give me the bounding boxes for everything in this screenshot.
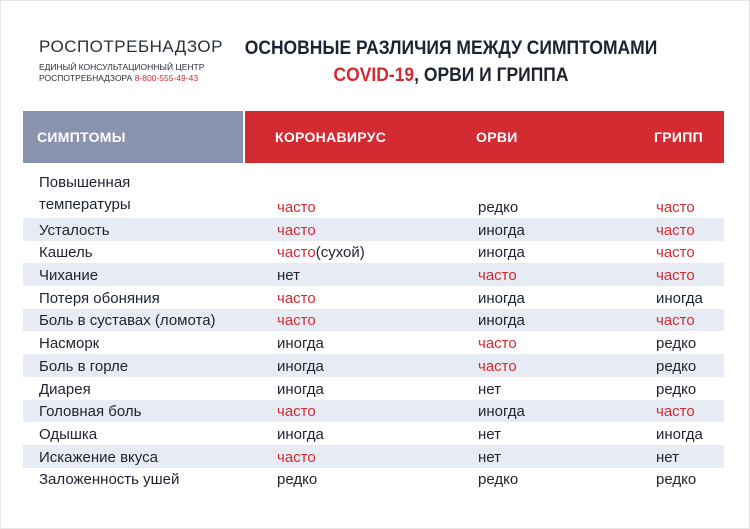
covid-cell: иногда [277,357,324,375]
orvi-cell: часто [478,267,517,285]
symptom-cell: Искажение вкуса [39,448,158,466]
covid-cell: часто [277,403,316,421]
flu-cell: редко [656,335,697,353]
header-symptoms: СИМПТОМЫ [23,111,245,163]
table-row [23,377,724,400]
covid-cell: иногда [277,335,324,353]
orvi-cell: иногда [478,244,525,262]
flu-cell: часто [656,244,695,262]
flu-cell: часто [656,199,695,216]
orvi-cell: иногда [478,403,525,421]
symptom-cell: Кашель [39,244,93,262]
symptom-line2: температуры [39,196,131,213]
logo-subtitle [39,62,223,84]
flu-cell: редко [656,380,697,398]
table-row [23,331,724,354]
symptom-cell: Усталость [39,221,110,239]
header-diseases [245,111,724,163]
table-row [23,309,724,332]
flu-cell: часто [656,221,695,239]
table-row [23,263,724,286]
symptom-cell: Одышка [39,425,98,443]
covid-cell: часто [277,199,316,216]
orvi-cell: часто [478,335,517,353]
table-row [23,400,724,423]
table-row [23,218,724,241]
page-title [239,35,662,89]
header-coronavirus: КОРОНАВИРУС [275,129,387,145]
covid-cell: часто [277,289,316,307]
table-row [23,468,724,491]
table-row [23,286,724,309]
logo-sub-line2 [39,73,223,84]
covid-cell [277,244,365,261]
orvi-cell: часто [478,357,517,375]
table-row [23,445,724,468]
orvi-cell: редко [478,471,519,489]
covid-cell: часто [277,448,316,466]
title-line2 [239,62,662,89]
symptom-cell: Боль в суставах (ломота) [39,312,216,330]
table-row [23,173,724,218]
orvi-cell: нет [478,425,501,443]
symptom-cell: Боль в горле [39,357,129,375]
symptom-cell: Чихание [39,267,99,285]
symptom-line1: Повышенная [39,174,131,191]
orvi-cell: нет [478,448,501,466]
orvi-cell: иногда [478,289,525,307]
logo-block [39,37,223,84]
title-covid: COVID-19 [333,65,415,86]
symptom-cell: Головная боль [39,403,142,421]
symptom-cell [39,172,131,216]
orvi-cell: иногда [478,312,525,330]
covid-cell: нет [277,267,300,285]
title-line2-rest: , ОРВИ И ГРИППА [414,65,569,86]
covid-cell: часто [277,312,316,330]
table-row [23,354,724,377]
hotline-phone: 8-800-555-49-43 [134,73,199,83]
logo-title: РОСПОТРЕБНАДЗОР [39,37,223,56]
flu-cell: нет [656,448,679,466]
flu-cell: редко [656,471,697,489]
orvi-cell: нет [478,380,501,398]
table-row [23,422,724,445]
flu-cell: иногда [656,289,703,307]
covid-value: часто [277,244,316,262]
symptom-cell: Насморк [39,335,100,353]
covid-cell: иногда [277,425,324,443]
covid-cell: часто [277,221,316,239]
flu-cell: иногда [656,425,703,443]
covid-cell: иногда [277,380,324,398]
header-orvi: ОРВИ [476,129,518,145]
flu-cell: редко [656,357,697,375]
flu-cell: часто [656,312,695,330]
flu-cell: часто [656,267,695,285]
symptom-cell: Диарея [39,380,91,398]
title-line1: ОСНОВНЫЕ РАЗЛИЧИЯ МЕЖДУ СИМПТОМАМИ [244,38,658,59]
symptom-cell: Потеря обоняния [39,289,160,307]
symptom-cell: Заложенность ушей [39,471,180,489]
logo-sub-line1: ЕДИНЫЙ КОНСУЛЬТАЦИОННЫЙ ЦЕНТР [39,62,205,72]
logo-sub-org: РОСПОТРЕБНАДЗОРА [39,73,133,83]
orvi-cell: редко [478,199,519,216]
table-header [23,111,724,163]
covid-cell: редко [277,471,318,489]
covid-extra: (сухой) [315,244,365,262]
flu-cell: часто [656,403,695,421]
header-flu: ГРИПП [654,129,703,145]
table-row [23,241,724,264]
table-body [23,173,724,490]
orvi-cell: иногда [478,221,525,239]
